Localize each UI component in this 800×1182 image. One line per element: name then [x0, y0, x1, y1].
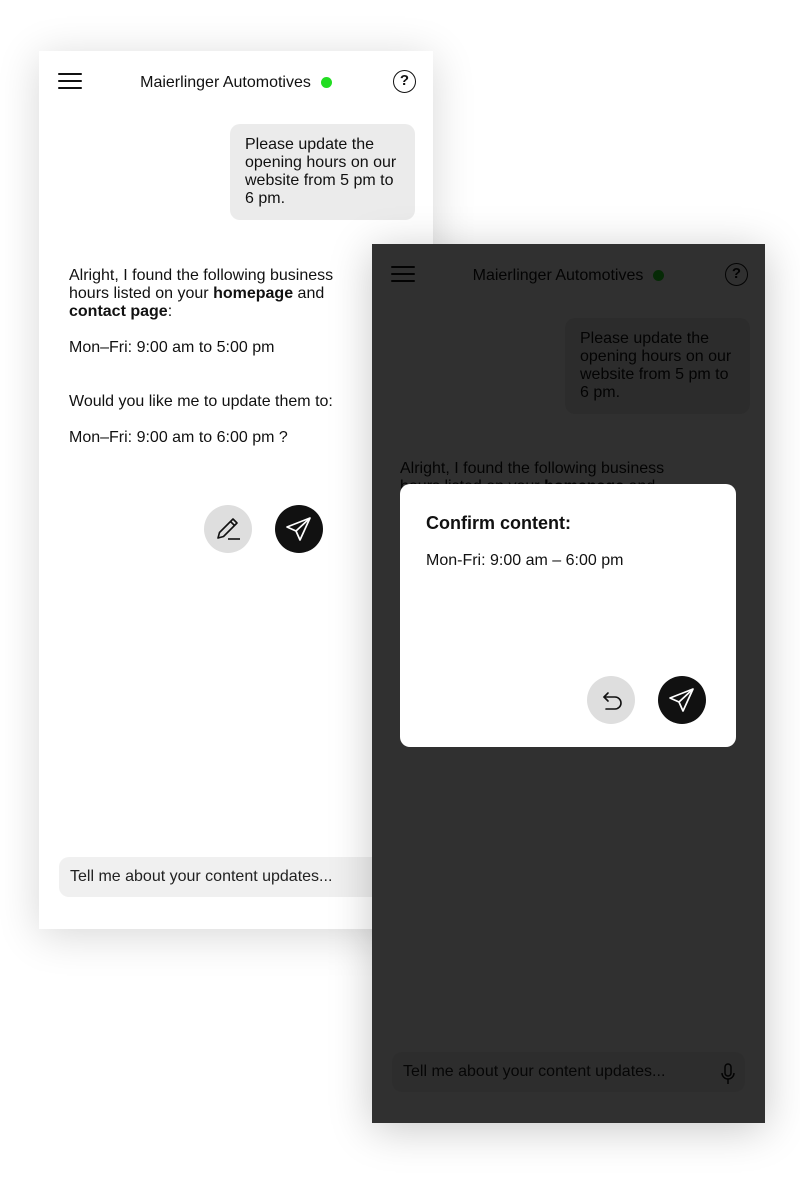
undo-button[interactable]	[587, 676, 635, 724]
app-header	[39, 51, 433, 113]
confirm-content-dialog	[400, 484, 736, 747]
contact-page-link: contact page	[69, 303, 168, 320]
assistant-message	[69, 267, 339, 447]
edit-button[interactable]	[204, 505, 252, 553]
assistant-intro	[69, 267, 339, 321]
confirm-send-button[interactable]	[658, 676, 706, 724]
app-title: Maierlinger Automotives	[140, 74, 311, 91]
homepage-link: homepage	[213, 285, 294, 302]
user-message-bubble: Please update the opening hours on our website from 5 pm to 6 pm.	[230, 124, 415, 220]
pen-icon	[204, 505, 252, 553]
assistant-colon: :	[167, 303, 173, 320]
app-title-wrap	[39, 73, 433, 93]
paper-plane-icon	[658, 676, 706, 724]
assistant-and-text: and	[293, 285, 325, 302]
proposed-hours: Mon–Fri: 9:00 am to 6:00 pm ?	[69, 429, 288, 446]
chat-screen-confirm	[372, 244, 765, 1123]
paper-plane-icon	[275, 505, 323, 553]
send-button[interactable]	[275, 505, 323, 553]
dialog-title: Confirm content:	[426, 513, 571, 533]
undo-icon	[587, 676, 635, 724]
current-hours: Mon–Fri: 9:00 am to 5:00 pm	[69, 339, 275, 356]
dialog-content: Mon-Fri: 9:00 am – 6:00 pm	[426, 552, 624, 569]
online-status-dot	[321, 77, 332, 88]
message-input[interactable]: Tell me about your content updates...	[59, 857, 433, 897]
help-icon[interactable]: ?	[393, 70, 416, 93]
update-question: Would you like me to update them to:	[69, 393, 333, 410]
assistant-intro-text: Alright, I found the following business hours listed on your	[69, 267, 334, 302]
